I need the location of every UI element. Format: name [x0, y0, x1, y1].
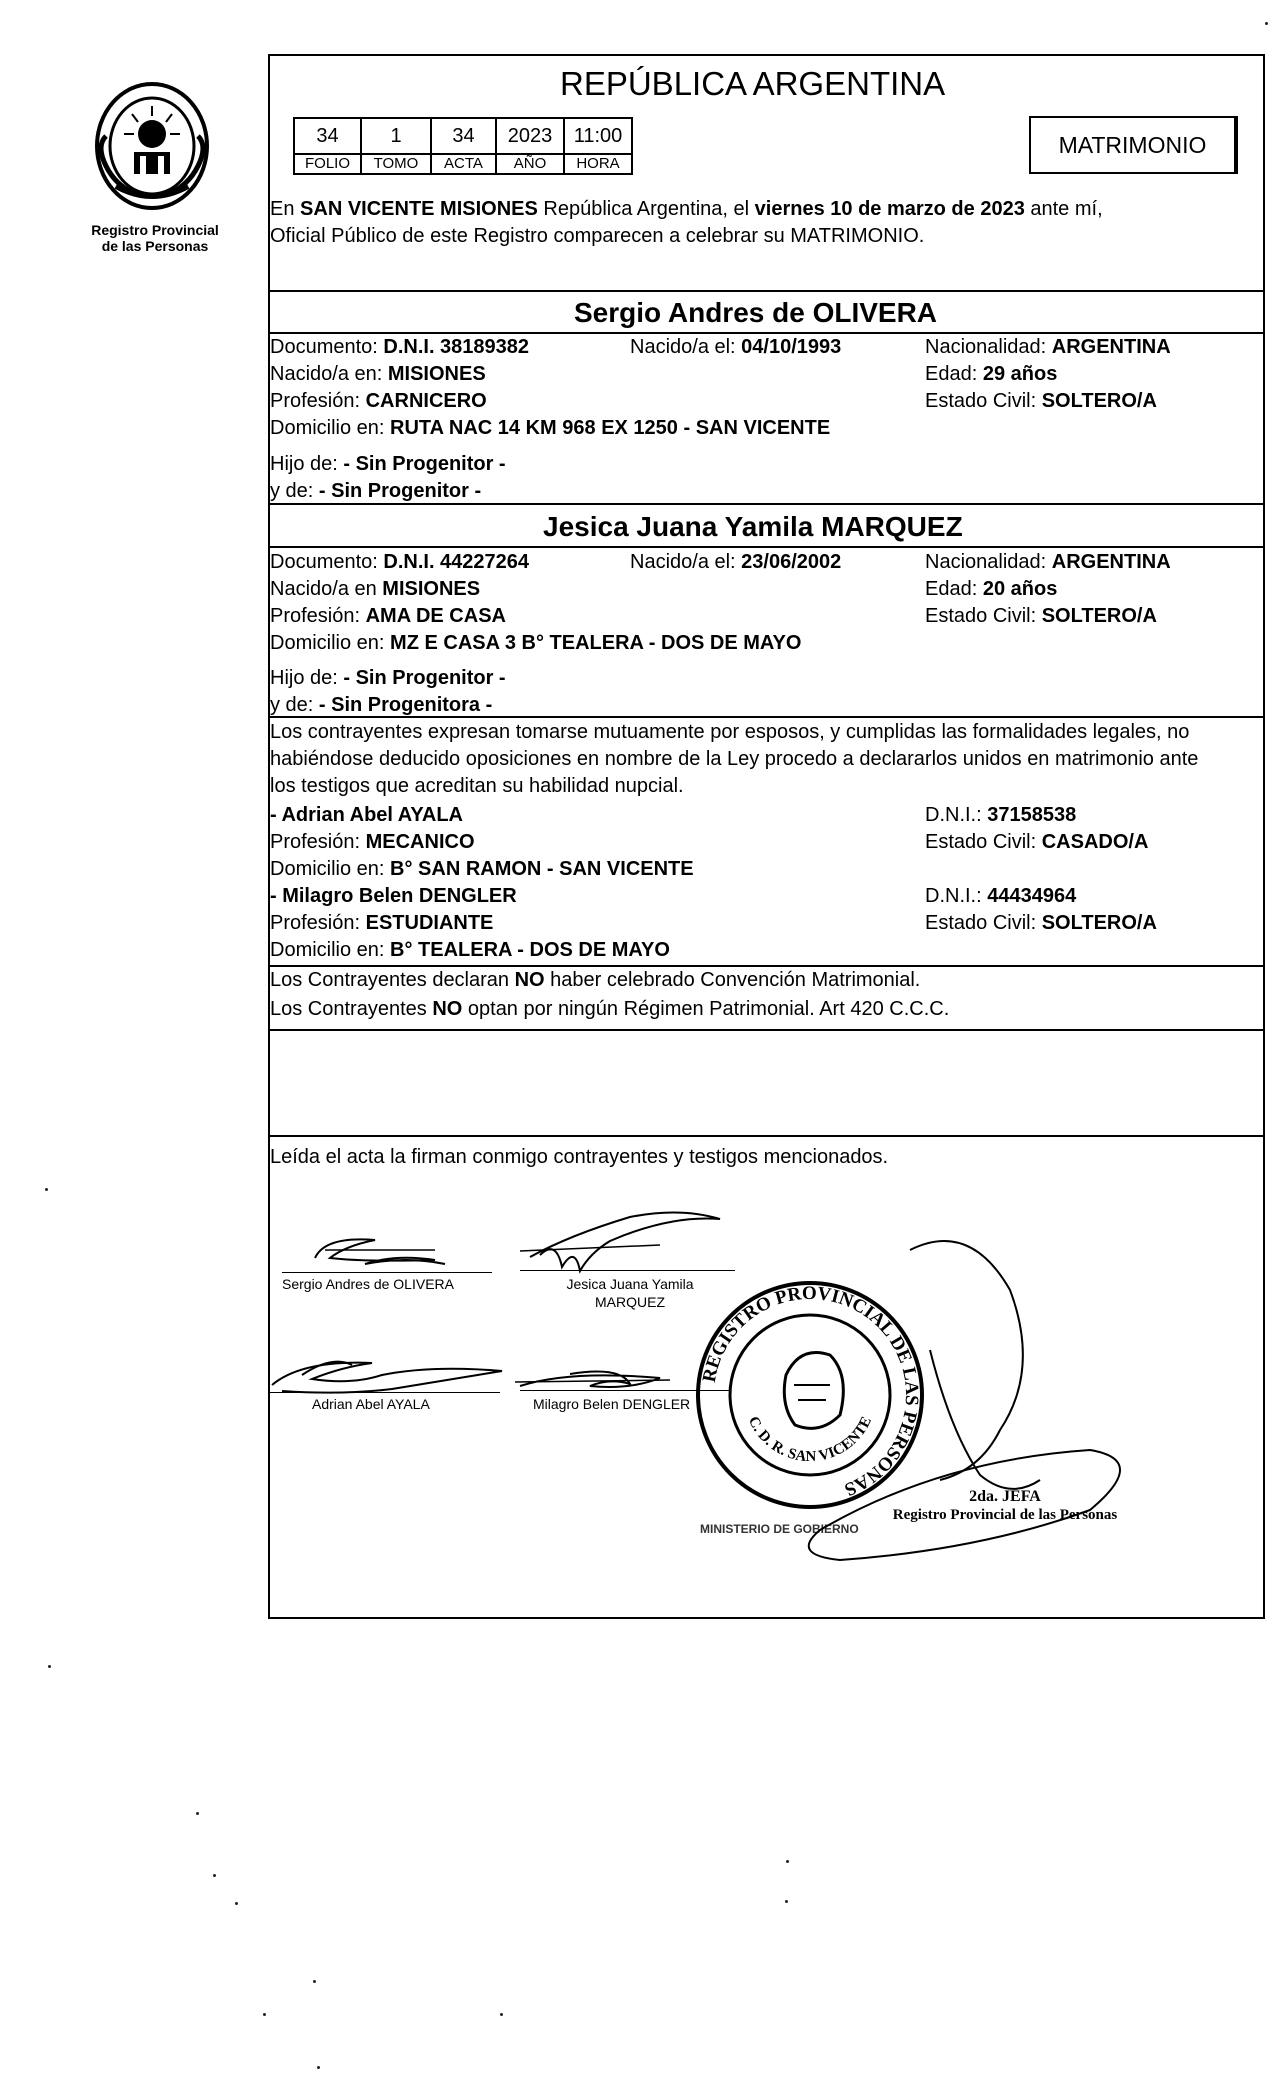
- spouse1-parent-2: [270, 478, 481, 504]
- spouse2-parent-1: [270, 665, 506, 691]
- spouse1-civil-status-value: SOLTERO/A: [1041, 390, 1157, 412]
- witness1-profession-value: MECANICO: [365, 831, 475, 853]
- folio-value: 34: [293, 117, 362, 155]
- spouse2-nationality-label: Nacionalidad:: [925, 551, 1052, 573]
- tomo-label: TOMO: [360, 155, 432, 175]
- spouse1-age-label: Edad:: [925, 363, 983, 385]
- scan-speck: [785, 1900, 788, 1903]
- witness2-civil-status: [925, 910, 1157, 936]
- tomo-value: 1: [360, 117, 432, 155]
- spouse1-nationality-value: ARGENTINA: [1051, 336, 1171, 358]
- spouse1-profession: [270, 388, 487, 414]
- acta-label: ACTA: [430, 155, 497, 175]
- divider-4: [268, 546, 1265, 548]
- spouse2-address-value: MZ E CASA 3 B° TEALERA - DOS DE MAYO: [390, 632, 802, 654]
- witness2-civil-status-value: SOLTERO/A: [1041, 912, 1157, 934]
- declaration-line-1: Los contrayentes expresan tomarse mutuamente por esposos, y cumplidas las formalidades legales, no: [270, 721, 1190, 743]
- spouse1-birthdate: [630, 334, 841, 360]
- witness2-address-label: Domicilio en:: [270, 939, 391, 961]
- spouse2-profession: [270, 603, 506, 629]
- signature-scribble-1: [305, 1228, 455, 1278]
- declaration-line-2: habiéndose deducido oposiciones en nombre de la Ley procedo a declararlos unidos en matrimonio ante: [270, 748, 1199, 770]
- witness2-civil-status-label: Estado Civil:: [925, 912, 1042, 934]
- spouse1-civil-status: [925, 388, 1157, 414]
- spouse2-birthdate-value: 23/06/2002: [741, 551, 842, 573]
- intro-text-b: República Argentina, el: [537, 198, 755, 220]
- witness1-address-value: B° SAN RAMON - SAN VICENTE: [390, 858, 694, 880]
- spouse2-address-label: Domicilio en:: [270, 632, 391, 654]
- folio-label: FOLIO: [293, 155, 362, 175]
- registry-name-line1: Registro Provincial: [91, 222, 219, 238]
- witness2-dni-value: 44434964: [987, 885, 1077, 907]
- spouse1-document-value: D.N.I. 38189382: [383, 336, 530, 358]
- witness1-name: - Adrian Abel AYALA: [270, 804, 463, 826]
- convention-line-1-text-b: haber celebrado Convención Matrimonial.: [544, 969, 921, 991]
- spouse2-birthdate: [630, 549, 841, 575]
- divider-7: [268, 1029, 1265, 1031]
- spouse2-profession-value: AMA DE CASA: [365, 605, 506, 627]
- scan-speck: [213, 1874, 216, 1877]
- spouse2-parent-2: [270, 692, 492, 718]
- registry-logo: [76, 76, 228, 216]
- spouse1-civil-status-label: Estado Civil:: [925, 390, 1042, 412]
- spouse2-profession-label: Profesión:: [270, 605, 366, 627]
- spouse1-parent-1-label: Hijo de:: [270, 453, 344, 475]
- convention-line-1-no: NO: [514, 969, 545, 991]
- scan-speck: [196, 1812, 199, 1815]
- witness1-civil-status-value: CASADO/A: [1041, 831, 1149, 853]
- witness1-profession-label: Profesión:: [270, 831, 366, 853]
- signature-caption-4: Milagro Belen DENGLER: [533, 1396, 691, 1412]
- scan-speck: [45, 1188, 48, 1191]
- spouse1-name: Sergio Andres de OLIVERA: [574, 297, 938, 328]
- witness1-dni-value: 37158538: [987, 804, 1077, 826]
- spouse1-age-value: 29 años: [982, 363, 1058, 385]
- spouse1-birthdate-value: 04/10/1993: [741, 336, 842, 358]
- witness2-address-value: B° TEALERA - DOS DE MAYO: [390, 939, 670, 961]
- spouse1-nationality-label: Nacionalidad:: [925, 336, 1052, 358]
- scan-speck: [500, 2013, 503, 2016]
- spouse1-parent-1-value: - Sin Progenitor -: [343, 453, 506, 475]
- declaration-line-3: los testigos que acreditan su habilidad nupcial.: [270, 775, 684, 797]
- convention-line-2-no: NO: [432, 998, 463, 1020]
- witness1-civil-status: [925, 829, 1148, 855]
- intro-place: SAN VICENTE MISIONES: [300, 198, 538, 220]
- intro-date: viernes 10 de marzo de 2023: [754, 198, 1025, 220]
- spouse2-document-label: Documento:: [270, 551, 384, 573]
- spouse1-nationality: [925, 334, 1171, 360]
- scan-speck: [317, 2066, 320, 2069]
- intro-line-1: [270, 196, 1103, 222]
- witness1-profession: [270, 829, 475, 855]
- spouse2-nationality: [925, 549, 1171, 575]
- spouse2-age: [925, 576, 1057, 602]
- ano-value: 2023: [495, 117, 565, 155]
- divider-3: [268, 503, 1265, 505]
- convention-line-1-text-a: Los Contrayentes declaran: [270, 969, 515, 991]
- convention-line-2-text-a: Los Contrayentes: [270, 998, 433, 1020]
- spouse1-birthplace-value: MISIONES: [387, 363, 486, 385]
- intro-line-2: Oficial Público de este Registro comparecen a celebrar su MATRIMONIO.: [270, 225, 925, 247]
- witness2-dni-label: D.N.I.:: [925, 885, 988, 907]
- divider-1: [268, 290, 1265, 292]
- witness2-profession-value: ESTUDIANTE: [365, 912, 494, 934]
- hora-value: 11:00: [563, 117, 633, 155]
- convention-line-2-text-b: optan por ningún Régimen Patrimonial. Art 420 C.C.C.: [462, 998, 950, 1020]
- closing-text: Leída el acta la firman conmigo contrayentes y testigos mencionados.: [270, 1146, 889, 1168]
- officer-stamp: [880, 1488, 1130, 1524]
- spouse1-document: [270, 334, 529, 360]
- witness1-dni-label: D.N.I.:: [925, 804, 988, 826]
- intro-text-a: En: [270, 198, 301, 220]
- spouse1-birthplace-label: Nacido/a en:: [270, 363, 388, 385]
- officer-stamp-line1: 2da. JEFA: [969, 1488, 1041, 1505]
- spouse1-address-label: Domicilio en:: [270, 417, 391, 439]
- spouse2-birthdate-label: Nacido/a el:: [630, 551, 742, 573]
- spouse2-address: [270, 630, 801, 656]
- witness2-name: - Milagro Belen DENGLER: [270, 885, 517, 907]
- spouse2-birthplace-value: MISIONES: [382, 578, 481, 600]
- signature-caption-2b: MARQUEZ: [595, 1294, 665, 1310]
- spouse1-birthdate-label: Nacido/a el:: [630, 336, 742, 358]
- spouse2-birthplace-label: Nacido/a en: [270, 578, 383, 600]
- spouse2-civil-status: [925, 603, 1157, 629]
- witness2-dni: [925, 883, 1076, 909]
- spouse2-parent-1-value: - Sin Progenitor -: [343, 667, 506, 689]
- convention-line-1: [270, 967, 920, 993]
- spouse2-age-label: Edad:: [925, 578, 983, 600]
- spouse1-parent-1: [270, 451, 506, 477]
- witness1-address-label: Domicilio en:: [270, 858, 391, 880]
- witness2-address: [270, 937, 670, 963]
- officer-signature: [680, 1230, 1160, 1600]
- spouse2-document: [270, 549, 529, 575]
- signature-scribble-4: [510, 1360, 680, 1400]
- record-labels: [293, 155, 633, 175]
- spouse2-nationality-value: ARGENTINA: [1051, 551, 1171, 573]
- spouse1-age: [925, 361, 1057, 387]
- spouse2-civil-status-value: SOLTERO/A: [1041, 605, 1157, 627]
- witness1-civil-status-label: Estado Civil:: [925, 831, 1042, 853]
- officer-stamp-line2: Registro Provincial de las Personas: [892, 1507, 1118, 1523]
- country-title: REPÚBLICA ARGENTINA: [560, 65, 946, 102]
- registry-name-line2: de las Personas: [101, 238, 209, 254]
- spouse1-address-value: RUTA NAC 14 KM 968 EX 1250 - SAN VICENTE: [390, 417, 831, 439]
- hora-label: HORA: [563, 155, 633, 175]
- spouse1-birthplace: [270, 361, 486, 387]
- scan-speck: [263, 2013, 266, 2016]
- intro-text-c: ante mí,: [1024, 198, 1103, 220]
- spouse2-parent-1-label: Hijo de:: [270, 667, 344, 689]
- spouse1-parent-2-label: y de:: [270, 480, 319, 502]
- scan-speck: [235, 1902, 238, 1905]
- divider-5: [268, 716, 1265, 718]
- spouse2-parent-2-value: - Sin Progenitora -: [318, 694, 493, 716]
- spouse2-name: Jesica Juana Yamila MARQUEZ: [543, 511, 963, 542]
- spouse1-document-label: Documento:: [270, 336, 384, 358]
- divider-8: [268, 1135, 1265, 1137]
- witness2-profession: [270, 910, 493, 936]
- spouse1-parent-2-value: - Sin Progenitor -: [318, 480, 482, 502]
- signature-caption-1: Sergio Andres de OLIVERA: [282, 1276, 454, 1292]
- spouse2-birthplace: [270, 576, 480, 602]
- signature-caption-3: Adrian Abel AYALA: [312, 1396, 430, 1412]
- spouse1-profession-label: Profesión:: [270, 390, 366, 412]
- spouse1-profession-value: CARNICERO: [365, 390, 487, 412]
- spouse2-document-value: D.N.I. 44227264: [383, 551, 530, 573]
- witness2-profession-label: Profesión:: [270, 912, 366, 934]
- registry-name: [70, 222, 240, 254]
- convention-line-2: [270, 996, 949, 1022]
- stamp-ring-text: REGISTRO PROVINCIAL DE LAS PERSONAS: [698, 1282, 923, 1500]
- scan-speck: [48, 1665, 51, 1668]
- stamp-ministry-text: MINISTERIO DE GOBIERNO: [700, 1522, 859, 1536]
- spouse2-age-value: 20 años: [982, 578, 1058, 600]
- act-type-box: [1029, 116, 1238, 174]
- acta-value: 34: [430, 117, 497, 155]
- spouse2-civil-status-label: Estado Civil:: [925, 605, 1042, 627]
- scan-speck: [786, 1860, 789, 1863]
- signature-caption-2a: Jesica Juana Yamila: [566, 1276, 694, 1292]
- spouse1-address: [270, 415, 830, 441]
- scan-speck: [1265, 22, 1268, 25]
- scan-speck: [313, 1980, 316, 1983]
- witness1-dni: [925, 802, 1076, 828]
- stamp-inner-text: C. D. R. SAN VICENTE: [744, 1414, 876, 1466]
- act-type-label: MATRIMONIO: [1058, 132, 1207, 158]
- ano-label: AÑO: [495, 155, 565, 175]
- record-values: [293, 117, 633, 155]
- spouse2-parent-2-label: y de:: [270, 694, 319, 716]
- witness1-address: [270, 856, 694, 882]
